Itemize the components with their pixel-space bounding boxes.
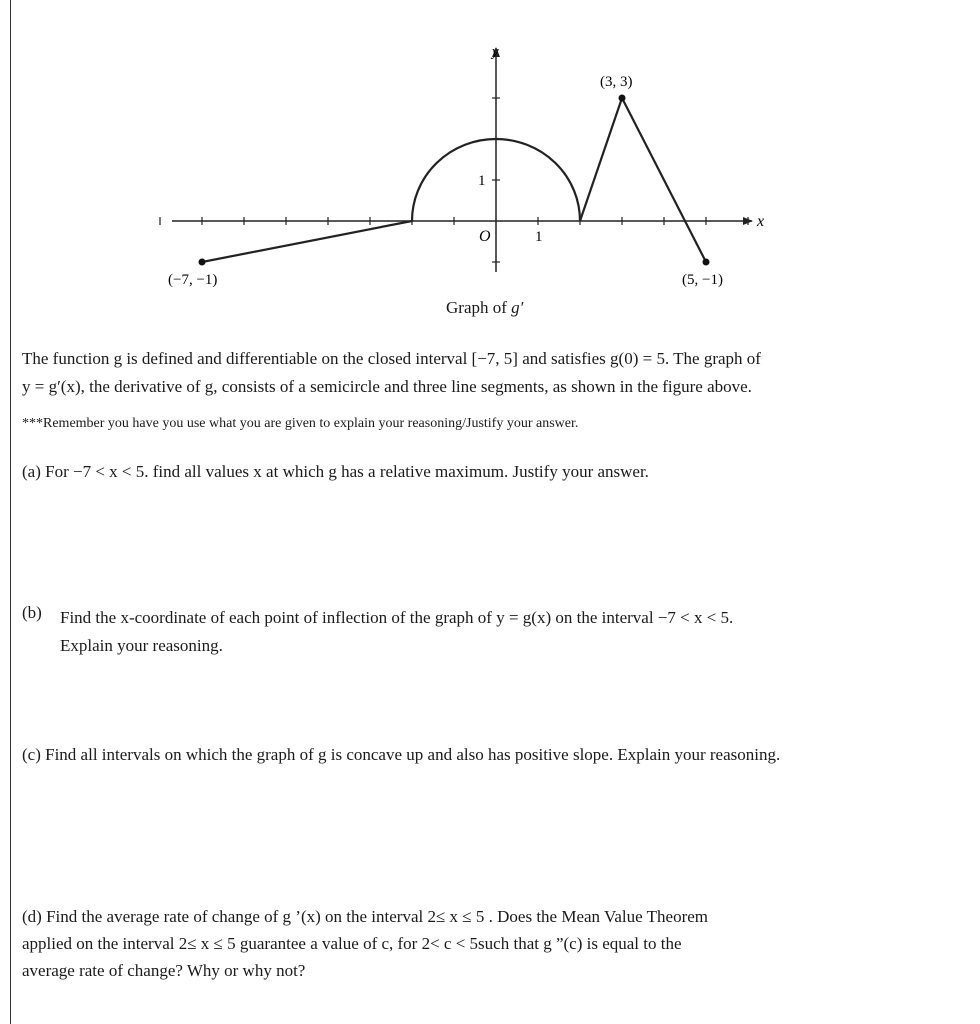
origin-label: O [479,228,491,245]
question-d-line-2: applied on the interval 2≤ x ≤ 5 guarantee a value of c, for 2< c < 5such that g ”(c) is equal to the [22,934,682,953]
x-axis-label: x [757,213,765,230]
question-c: (c) Find all intervals on which the graph of g is concave up and also has positive slope. Explain your reasoning. [22,745,781,764]
point-label-3-3: (3, 3) [600,74,633,90]
x-tick-label-1: 1 [535,229,543,245]
point-label-minus7-minus1: (−7, −1) [168,272,218,288]
graph-caption-text: Graph of [446,298,512,317]
intro-line-1: The function g is defined and differentiable on the closed interval [−7, 5] and satisfies g(0) = 5. The graph of [22,349,761,368]
intro-line-2: y = g′(x), the derivative of g, consists of a semicircle and three line segments, as shown in the figure above. [22,377,752,396]
question-b-line-2: Explain your reasoning. [60,636,223,655]
line-segment-3 [622,98,706,262]
point-5-minus1 [703,259,710,266]
line-segment-2 [580,98,622,221]
question-b-label: (b) [22,603,42,622]
y-tick-label-1: 1 [478,173,486,189]
question-d-line-1: (d) Find the average rate of change of g ’(x) on the interval 2≤ x ≤ 5 . Does the Mean Value Theorem [22,907,708,926]
line-segment-1 [202,221,412,262]
question-a: (a) For −7 < x < 5. find all values x at which g has a relative maximum. Justify your answer. [22,462,649,481]
point-minus7-minus1 [199,259,206,266]
y-axis-label: y [492,44,499,60]
question-b-line-1: Find the x-coordinate of each point of inflection of the graph of y = g(x) on the interval −7 < x < 5. [60,608,734,627]
point-label-5-minus1: (5, −1) [682,272,723,288]
point-3-3 [619,95,626,102]
graph-caption [446,298,523,318]
graph-caption-function: g′ [511,298,524,317]
graph-of-g-prime [0,0,980,330]
reasoning-note: ***Remember you have you use what you are given to explain your reasoning/Justify your answer. [22,416,579,431]
question-d-line-3: average rate of change? Why or why not? [22,961,306,980]
